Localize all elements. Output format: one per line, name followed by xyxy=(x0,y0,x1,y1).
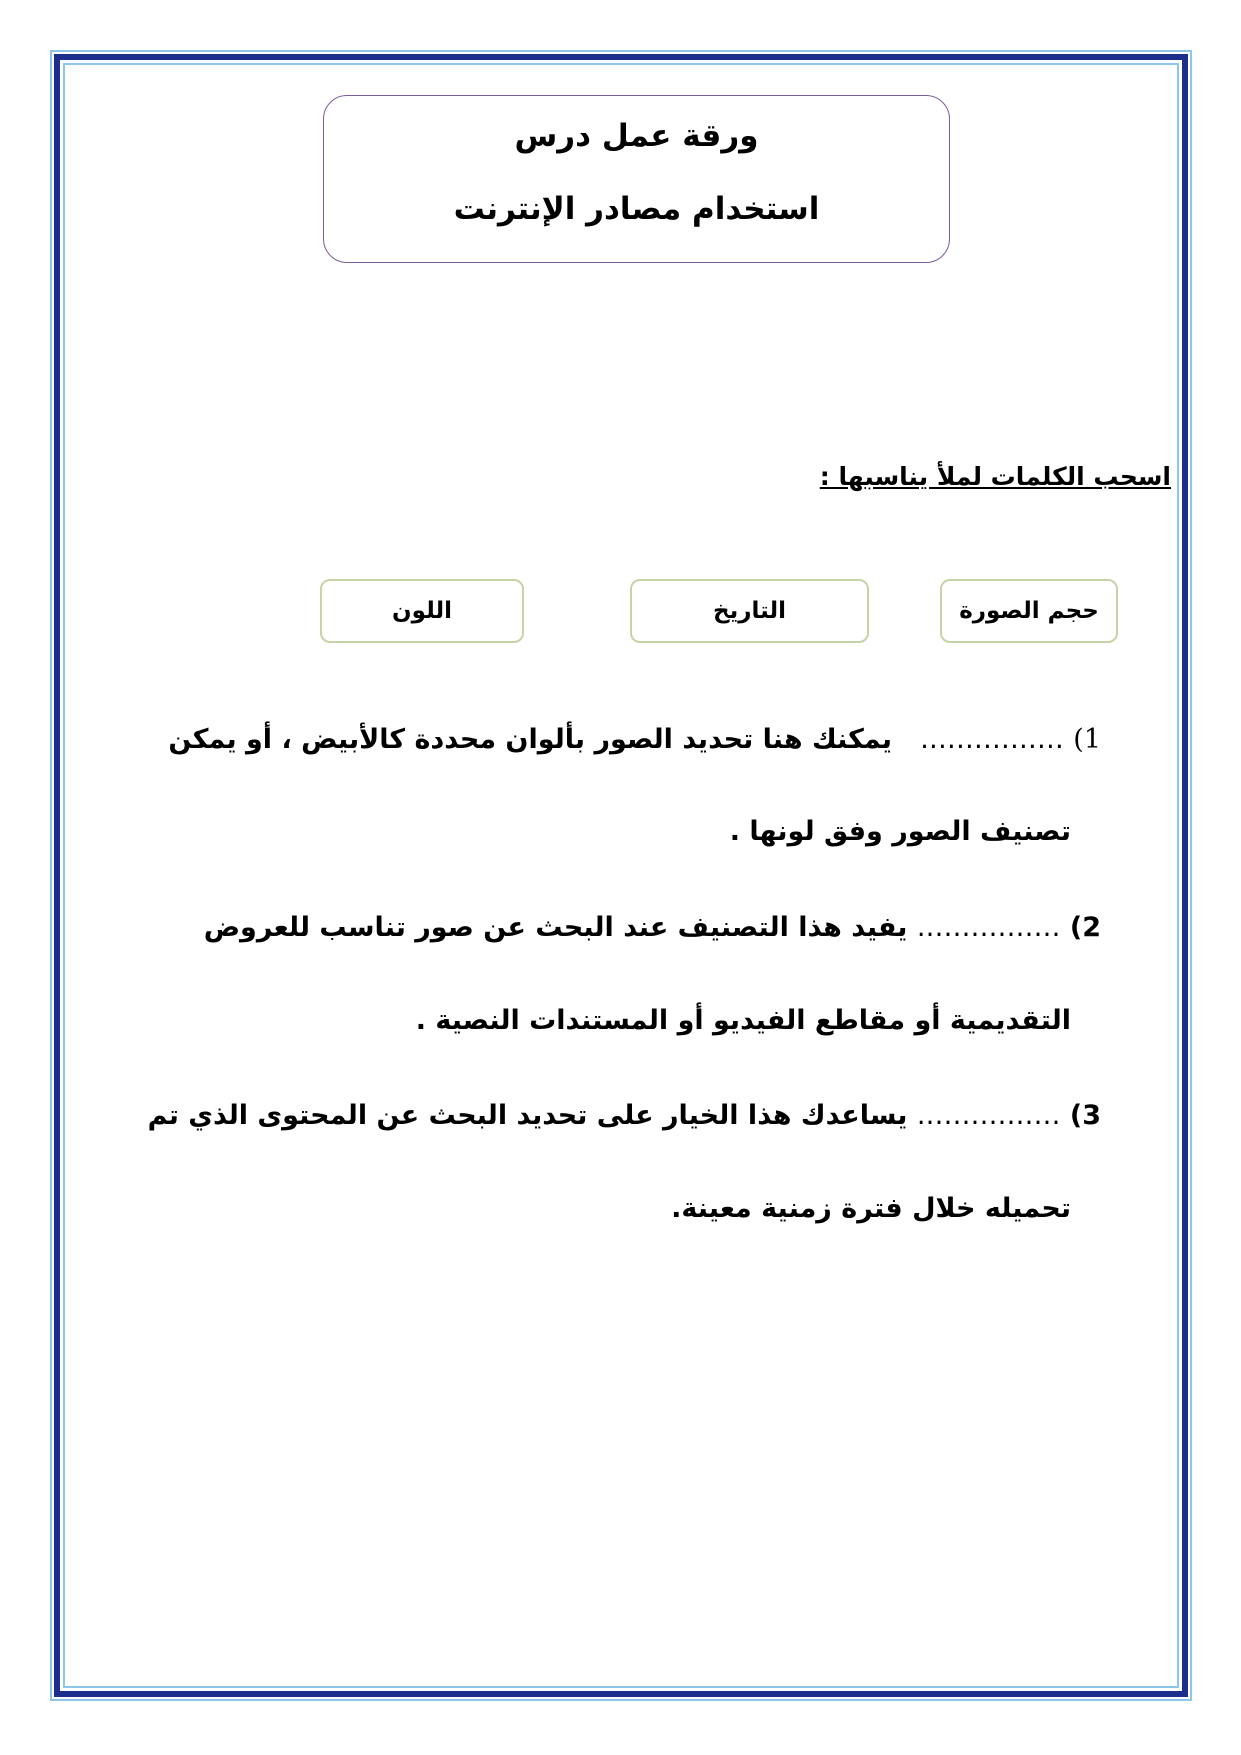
title-box xyxy=(323,95,950,263)
question-3-blank[interactable]: ……………. xyxy=(916,1100,1061,1131)
word-card-color[interactable]: اللون xyxy=(320,579,524,643)
question-1-line-2 xyxy=(730,816,1071,847)
instruction-text: اسحب الكلمات لملأ يناسبها : xyxy=(819,462,1171,491)
word-card-date[interactable]: التاريخ xyxy=(630,579,869,643)
word-card-image-size[interactable]: حجم الصورة xyxy=(940,579,1118,643)
question-1-line-1 xyxy=(168,724,1101,755)
question-3-line-2 xyxy=(671,1193,1071,1224)
worksheet-title: ورقة عمل درس xyxy=(514,118,759,154)
question-1-text-1: يمكنك هنا تحديد الصور بألوان محددة كالأبيض ، أو يمكن xyxy=(168,724,893,755)
question-1-text-2: تصنيف الصور وفق لونها . xyxy=(729,816,1071,847)
question-2-text-1: يفيد هذا التصنيف عند البحث عن صور تناسب للعروض xyxy=(203,912,908,943)
question-2-line-1 xyxy=(204,912,1101,943)
question-3-text-2: تحميله خلال فترة زمنية معينة. xyxy=(671,1193,1071,1224)
question-2-text-2: التقديمية أو مقاطع الفيديو أو المستندات النصية . xyxy=(415,1005,1071,1036)
question-3-text-1: يساعدك هذا الخيار على تحديد البحث عن المحتوى الذي تم xyxy=(147,1100,908,1131)
page-border-inner xyxy=(63,63,1179,1688)
lesson-subtitle: استخدام مصادر الإنترنت xyxy=(453,191,820,227)
question-2-number: 2) xyxy=(1069,912,1101,943)
question-3-number: 3) xyxy=(1069,1100,1101,1131)
question-1-number: 1) xyxy=(1073,724,1101,755)
question-2-line-2 xyxy=(416,1005,1071,1036)
question-3-line-1 xyxy=(148,1100,1101,1131)
question-1-blank[interactable]: ……………. xyxy=(920,724,1064,755)
question-2-blank[interactable]: ……………. xyxy=(916,912,1061,943)
